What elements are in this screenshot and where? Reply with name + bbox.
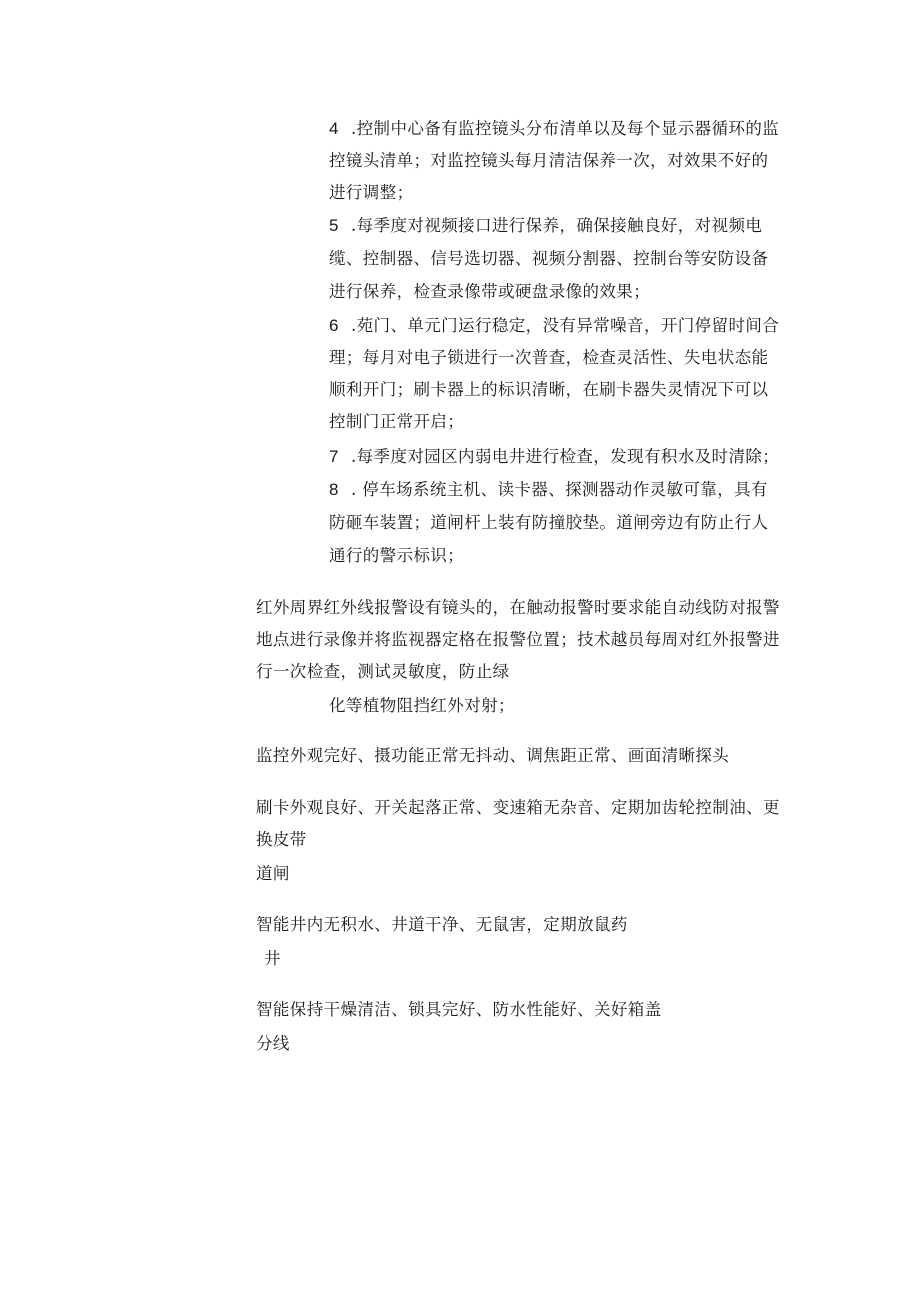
item-4-line-3: 进行调整； xyxy=(329,183,414,202)
monitor-line: 监控外观完好、摄功能正常无抖动、调焦距正常、画面清晰探头 xyxy=(256,746,730,765)
item-5-line-3: 进行保养，检查录像带或硬盘录像的效果； xyxy=(329,282,651,301)
gate-label: 道闸 xyxy=(256,864,290,883)
well-label: 井 xyxy=(264,949,281,968)
item-4-line-2: 控镜头清单；对监控镜头每月清洁保养一次，对效果不好的 xyxy=(329,151,769,170)
infrared-line-1: 红外周界红外线报警设有镜头的，在触动报警时要求能自动线防对报警 xyxy=(256,598,780,617)
gate-line-1: 刷卡外观良好、开关起落正常、变速箱无杂音、定期加齿轮控制油、更 xyxy=(256,798,780,817)
item-4-line-1: 4 .控制中心备有监控镜头分布清单以及每个显示器循环的监 xyxy=(329,119,780,138)
item-6-line-3: 顺利开门；刷卡器上的标识清晰，在刷卡器失灵情况下可以 xyxy=(329,380,769,399)
item-6-line-4: 控制门正常开启； xyxy=(329,412,465,431)
item-5-line-1: 5 .每季度对视频接口进行保养，确保接触良好，对视频电 xyxy=(329,216,763,235)
infrared-continuation: 化等植物阻挡红外对射； xyxy=(329,696,515,715)
item-8-line-2: 防砸车装置；道闸杆上装有防撞胶垫。道闸旁边有防止行人 xyxy=(329,513,769,532)
item-5-line-2: 缆、控制器、信号选切器、视频分割器、控制台等安防设备 xyxy=(329,249,769,268)
item-6-line-2: 理；每月对电子锁进行一次普查，检查灵活性、失电状态能 xyxy=(329,348,769,367)
item-4-number: 4 xyxy=(329,119,339,138)
box-line: 智能保持干燥清洁、锁具完好、防水性能好、关好箱盖 xyxy=(256,1000,662,1019)
well-line: 智能井内无积水、井道干净、无鼠害，定期放鼠药 xyxy=(256,915,628,934)
item-8-line-3: 通行的警示标识； xyxy=(329,546,465,565)
infrared-line-3: 行一次检查，测试灵敏度，防止绿 xyxy=(256,662,510,681)
item-7-number: 7 xyxy=(329,447,339,466)
gate-line-2: 换皮带 xyxy=(256,830,307,849)
item-6-number: 6 xyxy=(329,316,339,335)
item-8-line-1: 8 . 停车场系统主机、读卡器、探测器动作灵敏可靠，具有 xyxy=(329,480,768,499)
item-8-number: 8 xyxy=(329,480,339,499)
item-5-number: 5 xyxy=(329,216,339,235)
infrared-line-2: 地点进行录像并将监视器定格在报警位置；技术越员每周对红外报警进 xyxy=(256,630,780,649)
box-label: 分线 xyxy=(256,1034,290,1053)
item-6-line-1: 6 .苑门、单元门运行稳定，没有异常噪音，开门停留时间合 xyxy=(329,316,780,335)
item-7-line-1: 7 .每季度对园区内弱电井进行检查，发现有积水及时清除； xyxy=(329,447,780,466)
